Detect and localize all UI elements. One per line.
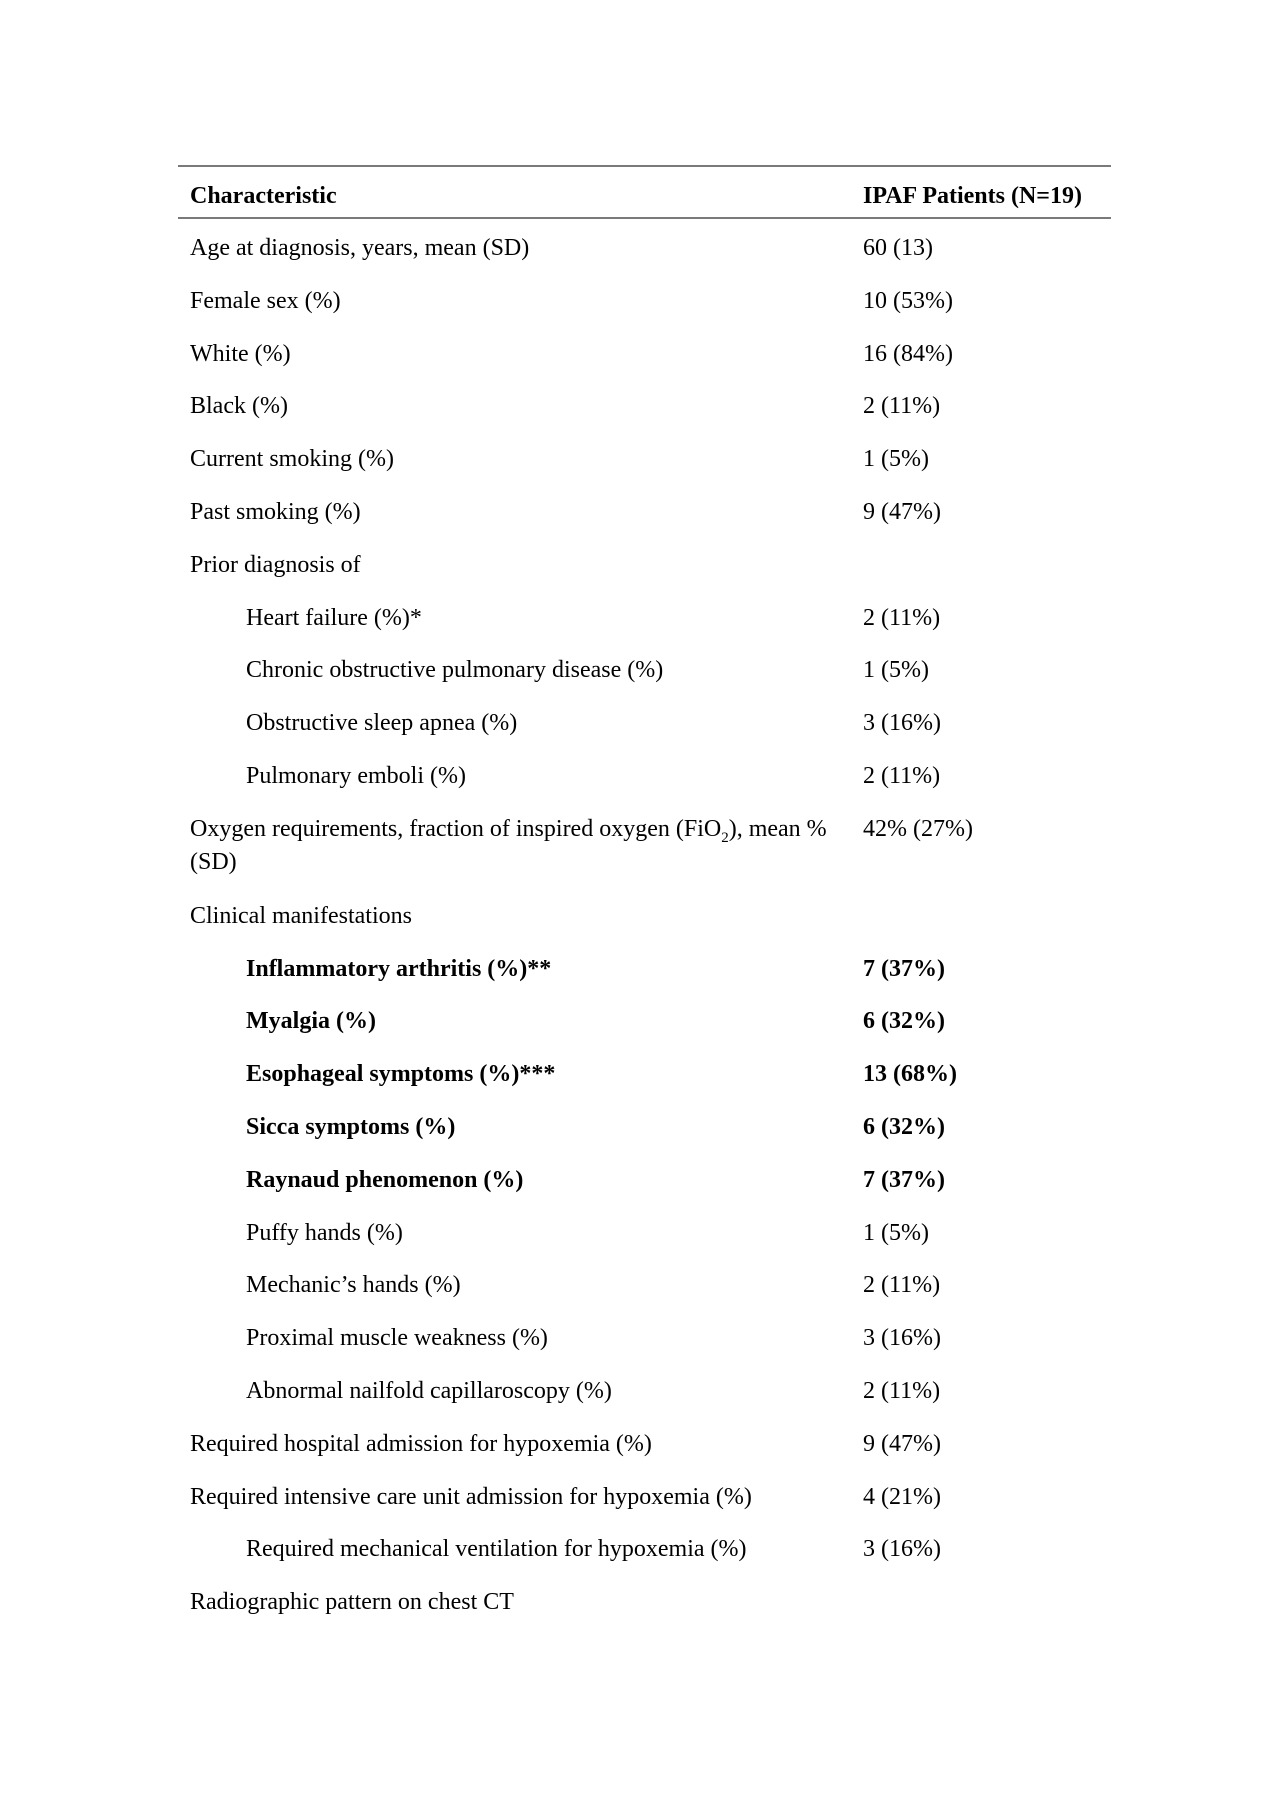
row-label: Mechanic’s hands (%) [246, 1272, 461, 1299]
table-section-row [178, 887, 1111, 940]
table-row [178, 483, 1111, 536]
row-value: 2 (11%) [863, 604, 941, 631]
table-row [178, 219, 1111, 272]
table-row [178, 430, 1111, 483]
row-label: Pulmonary emboli (%) [246, 762, 466, 789]
table-row [178, 747, 1111, 800]
row-label [190, 813, 850, 879]
row-value: 2 (11%) [863, 762, 941, 789]
row-label: Inflammatory arthritis (%)** [246, 955, 552, 982]
table-row [178, 694, 1111, 747]
table-top-rule [178, 165, 1111, 167]
table-row [178, 272, 1111, 325]
table-row [178, 1045, 1111, 1098]
row-label: Current smoking (%) [190, 446, 394, 473]
row-value: 6 (32%) [863, 1113, 945, 1140]
row-label: Black (%) [190, 393, 288, 420]
row-label: Required intensive care unit admission for hypoxemia (%) [190, 1483, 752, 1510]
row-value: 13 (68%) [863, 1061, 957, 1088]
row-value: 4 (21%) [863, 1483, 941, 1510]
row-value: 1 (5%) [863, 446, 929, 473]
row-value: 2 (11%) [863, 393, 941, 420]
header-ipaf-patients: IPAF Patients (N=19) [863, 183, 1082, 209]
row-value: 60 (13) [863, 235, 933, 261]
table-row [178, 1362, 1111, 1415]
row-label: Esophageal symptoms (%)*** [246, 1061, 556, 1088]
row-value: 7 (37%) [863, 1166, 945, 1193]
row-value: 9 (47%) [863, 1430, 941, 1457]
table-row [178, 1098, 1111, 1151]
row-label: Heart failure (%)* [246, 604, 422, 631]
row-label: Proximal muscle weakness (%) [246, 1325, 548, 1352]
row-label-text: Oxygen requirements, fraction of inspired oxygen (FiO [190, 815, 722, 842]
row-value: 2 (11%) [863, 1377, 941, 1404]
table-row [178, 641, 1111, 694]
table-row [178, 589, 1111, 642]
row-label: Myalgia (%) [246, 1008, 376, 1035]
row-label-subscript: 2 [721, 829, 729, 846]
row-value: 16 (84%) [863, 340, 953, 367]
row-label: Puffy hands (%) [246, 1219, 403, 1246]
row-value: 1 (5%) [863, 1219, 929, 1246]
row-label: Chronic obstructive pulmonary disease (%) [246, 657, 664, 684]
table-row [178, 1204, 1111, 1257]
table-row [178, 940, 1111, 993]
row-value: 2 (11%) [863, 1272, 941, 1299]
row-value: 10 (53%) [863, 287, 953, 314]
row-label: Abnormal nailfold capillaroscopy (%) [246, 1377, 612, 1404]
table-row [178, 325, 1111, 378]
table-row [178, 1309, 1111, 1362]
row-value: 9 (47%) [863, 498, 941, 525]
row-value: 42% (27%) [863, 815, 973, 842]
row-value: 3 (16%) [863, 710, 941, 737]
header-characteristic: Characteristic [190, 183, 337, 209]
row-value: 1 (5%) [863, 657, 929, 684]
row-value: 3 (16%) [863, 1325, 941, 1352]
table-section-row [178, 536, 1111, 589]
table-row [178, 800, 1111, 887]
row-label: Required mechanical ventilation for hypoxemia (%) [246, 1536, 747, 1563]
section-label: Prior diagnosis of [190, 551, 361, 578]
table-body [178, 219, 1111, 1626]
row-value: 3 (16%) [863, 1536, 941, 1563]
section-label: Radiographic pattern on chest CT [190, 1589, 514, 1616]
row-label: Age at diagnosis, years, mean (SD) [190, 235, 530, 261]
table-row [178, 1520, 1111, 1573]
table-row [178, 1151, 1111, 1204]
row-value: 6 (32%) [863, 1008, 945, 1035]
table-row [178, 992, 1111, 1045]
row-label: Past smoking (%) [190, 498, 361, 525]
row-label: Obstructive sleep apnea (%) [246, 710, 518, 737]
table-row [178, 1256, 1111, 1309]
table-row [178, 1468, 1111, 1521]
row-label: Sicca symptoms (%) [246, 1113, 456, 1140]
row-label: Raynaud phenomenon (%) [246, 1166, 524, 1193]
row-label-text-end: ), mean % (SD) [190, 815, 827, 875]
row-label: White (%) [190, 340, 291, 367]
row-value: 7 (37%) [863, 955, 945, 982]
table-section-row [178, 1573, 1111, 1626]
row-label: Required hospital admission for hypoxemia (%) [190, 1430, 652, 1457]
section-label: Clinical manifestations [190, 902, 412, 929]
row-label: Female sex (%) [190, 287, 341, 314]
table-row [178, 1415, 1111, 1468]
table-row [178, 377, 1111, 430]
